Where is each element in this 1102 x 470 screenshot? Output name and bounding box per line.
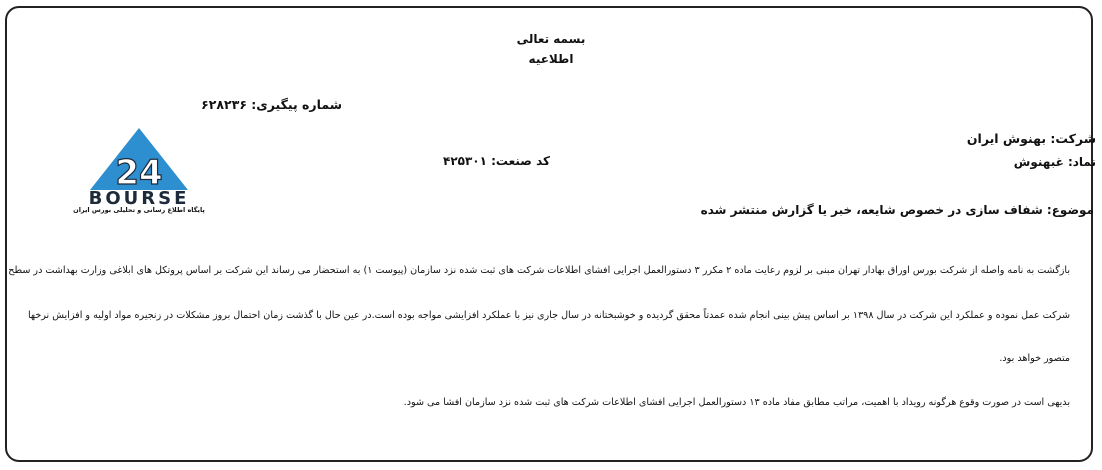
body-paragraph-3: متصور خواهد بود. [999,353,1070,364]
company-name: شرکت: بهنوش ایران [966,131,1096,146]
body-paragraph-2: شرکت عمل نموده و عملکرد این شرکت در سال ۱۳۹۸ بر اساس پیش بینی انجام شده عمدتاً محقق گردیده و خوشبختانه در سال جاری نیز با عملکرد افزایشی مواجه بوده است.در عین حال با گذشت زمان احتمال بروز مشکلات در زنجیره مواد اولیه و افزایش نرخها [27,310,1070,321]
tracking-number: شماره پیگیری: ۶۲۸۲۳۶ [201,97,342,112]
logo-subtitle: پایگاه اطلاع رسانی و تحلیلی بورس ایران [73,206,205,214]
body-paragraph-1: بازگشت به نامه واصله از شرکت بورس اوراق بهادار تهران مبنی بر لزوم رعایت ماده ۲ مکرر ۳ دستورالعمل اجرایی افشای اطلاعات شرکت های ثبت شده نزد سازمان (پیوست ۱) به استحضار می رساند این شرکت بر اساس پروتکل های ابلاغی وزارت بهداشت در سطح [8,265,1070,276]
subject-line: موضوع: شفاف سازی در خصوص شایعه، خبر یا گزارش منتشر شده [700,203,1094,217]
logo-number: 24 [115,153,163,193]
logo-wordmark: BOURSE [88,188,190,209]
body-paragraph-4: بدیهی است در صورت وقوع هرگونه رویداد با اهمیت، مراتب مطابق مفاد ماده ۱۳ دستورالعمل اجرایی افشای اطلاعات شرکت های ثبت شده نزد سازمان افشا می شود. [403,397,1070,408]
industry-code: کد صنعت: ۴۲۵۳۰۱ [443,154,550,168]
document-type-heading: اطلاعیه [528,52,574,66]
basmala-heading: بسمه تعالی [516,32,586,46]
document-frame [5,6,1093,462]
ticker-symbol: نماد: غبهنوش [1013,155,1096,169]
